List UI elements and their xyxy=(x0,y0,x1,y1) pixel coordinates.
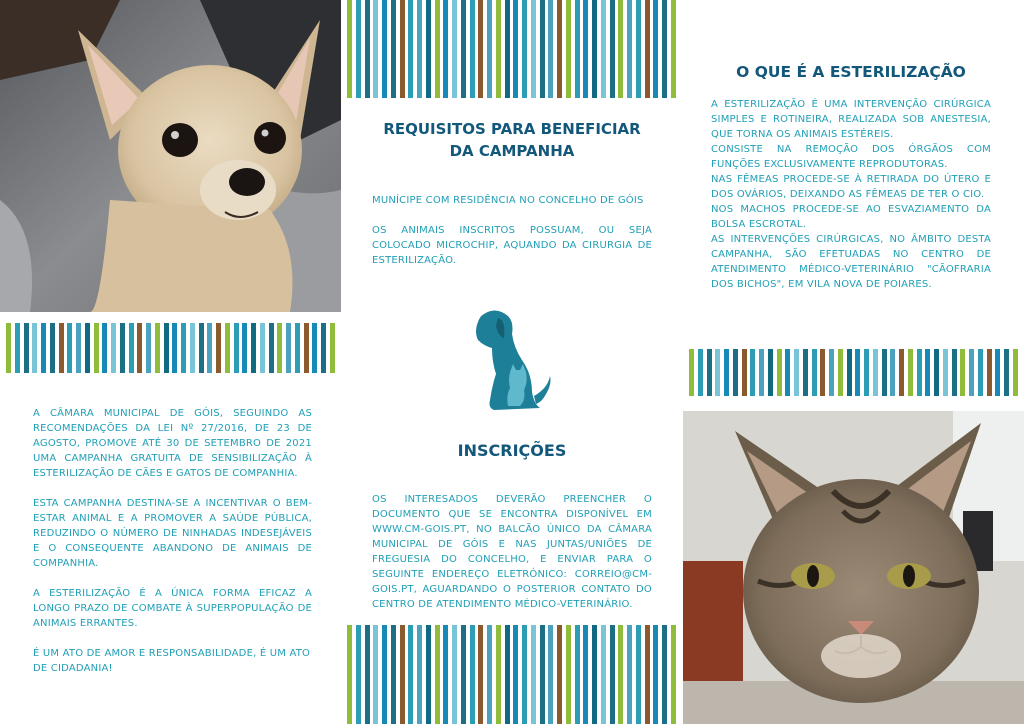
requisitos-text xyxy=(372,193,652,268)
stripe xyxy=(426,625,431,724)
stripe xyxy=(995,349,1000,396)
stripe xyxy=(102,323,107,373)
stripe xyxy=(408,0,413,98)
stripe xyxy=(234,323,239,373)
stripe xyxy=(742,349,747,396)
stripe xyxy=(662,0,667,98)
stripe xyxy=(382,0,387,98)
stripe xyxy=(583,0,588,98)
stripe xyxy=(785,349,790,396)
stripe xyxy=(295,323,300,373)
stripe xyxy=(882,349,887,396)
left-intro-text xyxy=(33,406,312,676)
stripe xyxy=(908,349,913,396)
stripe xyxy=(347,625,352,724)
stripe xyxy=(925,349,930,396)
stripe xyxy=(540,0,545,98)
stripe xyxy=(496,625,501,724)
stripe xyxy=(373,625,378,724)
center-top-stripe-bar xyxy=(347,0,676,98)
stripe xyxy=(820,349,825,396)
stripe xyxy=(277,323,282,373)
chihuahua-photo xyxy=(0,0,341,312)
stripe xyxy=(129,323,134,373)
stripe xyxy=(505,625,510,724)
stripe xyxy=(408,625,413,724)
stripe xyxy=(566,0,571,98)
stripe xyxy=(513,0,518,98)
stripe xyxy=(505,0,510,98)
stripe xyxy=(557,0,562,98)
stripe xyxy=(540,625,545,724)
stripe xyxy=(707,349,712,396)
stripe xyxy=(952,349,957,396)
stripe xyxy=(15,323,20,373)
stripe xyxy=(592,0,597,98)
stripe xyxy=(662,625,667,724)
stripe xyxy=(531,625,536,724)
intro-paragraph-4: É UM ATO DE AMOR E RESPONSABILIDADE, É UM ATO DE CIDADANIA! xyxy=(33,648,311,674)
stripe xyxy=(260,323,265,373)
stripe xyxy=(645,625,650,724)
stripe xyxy=(181,323,186,373)
stripe xyxy=(94,323,99,373)
stripe xyxy=(855,349,860,396)
stripe xyxy=(557,625,562,724)
left-stripe-bar xyxy=(6,323,335,373)
stripe xyxy=(356,0,361,98)
stripe xyxy=(943,349,948,396)
stripe xyxy=(522,625,527,724)
stripe xyxy=(987,349,992,396)
stripe xyxy=(391,0,396,98)
stripe xyxy=(698,349,703,396)
stripe xyxy=(417,0,422,98)
stripe xyxy=(934,349,939,396)
stripe xyxy=(120,323,125,373)
stripe xyxy=(548,0,553,98)
stripe xyxy=(636,0,641,98)
stripe xyxy=(653,625,658,724)
stripe xyxy=(155,323,160,373)
stripe xyxy=(653,0,658,98)
stripe xyxy=(487,0,492,98)
stripe xyxy=(777,349,782,396)
stripe xyxy=(627,0,632,98)
stripe xyxy=(330,323,335,373)
inscricoes-text xyxy=(372,492,652,612)
stripe xyxy=(6,323,11,373)
stripe xyxy=(312,323,317,373)
stripe xyxy=(829,349,834,396)
stripe xyxy=(382,625,387,724)
stripe xyxy=(873,349,878,396)
right-stripe-bar xyxy=(689,349,1018,396)
stripe xyxy=(627,625,632,724)
stripe xyxy=(164,323,169,373)
stripe xyxy=(50,323,55,373)
stripe xyxy=(373,0,378,98)
stripe xyxy=(85,323,90,373)
stripe xyxy=(960,349,965,396)
center-bottom-stripe-bar xyxy=(347,625,676,724)
esterilizacao-line-2: CONSISTE NA REMOÇÃO DOS ÓRGÃOS COM FUNÇÕES EXCLUSIVAMENTE REPRODUTORAS. xyxy=(711,144,991,170)
stripe xyxy=(601,0,606,98)
stripe xyxy=(838,349,843,396)
stripe xyxy=(304,323,309,373)
stripe xyxy=(452,625,457,724)
stripe xyxy=(847,349,852,396)
stripe xyxy=(513,625,518,724)
stripe xyxy=(111,323,116,373)
stripe xyxy=(575,625,580,724)
stripe xyxy=(671,625,676,724)
stripe xyxy=(216,323,221,373)
stripe xyxy=(750,349,755,396)
stripe xyxy=(566,625,571,724)
stripe xyxy=(242,323,247,373)
stripe xyxy=(733,349,738,396)
stripe xyxy=(400,0,405,98)
stripe xyxy=(496,0,501,98)
stripe xyxy=(347,0,352,98)
requisitos-title: REQUISITOS PARA BENEFICIAR DA CAMPANHA xyxy=(383,120,641,160)
stripe xyxy=(41,323,46,373)
stripe xyxy=(365,0,370,98)
stripe xyxy=(803,349,808,396)
stripe xyxy=(610,625,615,724)
stripe xyxy=(391,625,396,724)
stripe xyxy=(812,349,817,396)
stripe xyxy=(1013,349,1018,396)
stripe xyxy=(59,323,64,373)
stripe xyxy=(365,625,370,724)
intro-paragraph-1: A CÂMARA MUNICIPAL DE GÓIS, SEGUINDO AS RECOMENDAÇÕES DA LEI Nº 27/2016, DE 23 DE AGOSTO, PROMOVE ATÉ 30 DE SETEMBRO DE 2021 UMA CAMPANHA GRATUITA DE SENSIBILIZAÇÃO À ESTERILIZAÇÃO DE CÃES E GATOS DE COMPANHIA. xyxy=(33,408,312,479)
stripe xyxy=(478,0,483,98)
esterilizacao-title: O QUE É A ESTERILIZAÇÃO xyxy=(736,63,966,81)
stripe xyxy=(251,323,256,373)
stripe xyxy=(794,349,799,396)
stripe xyxy=(890,349,895,396)
stripe xyxy=(768,349,773,396)
stripe xyxy=(671,0,676,98)
stripe xyxy=(461,0,466,98)
stripe xyxy=(443,625,448,724)
esterilizacao-line-5: AS INTERVENÇÕES CIRÚRGICAS, NO ÂMBITO DESTA CAMPANHA, SÃO EFETUADAS NO CENTRO DE ATENDIMENTO MÉDICO-VETERINÁRIO "CÃOFRARIA DOS BICHOS", EM VILA NOVA DE POIARES. xyxy=(711,234,991,290)
stripe xyxy=(724,349,729,396)
esterilizacao-line-4: NOS MACHOS PROCEDE-SE AO ESVAZIAMENTO DA BOLSA ESCROTAL. xyxy=(711,204,991,230)
stripe xyxy=(426,0,431,98)
stripe xyxy=(461,625,466,724)
stripe xyxy=(864,349,869,396)
stripe xyxy=(618,0,623,98)
stripe xyxy=(356,625,361,724)
stripe xyxy=(583,625,588,724)
stripe xyxy=(601,625,606,724)
chihuahua-dog-photo-icon xyxy=(0,0,341,312)
stripe xyxy=(435,625,440,724)
stripe xyxy=(636,625,641,724)
stripe xyxy=(76,323,81,373)
stripe xyxy=(548,625,553,724)
stripe xyxy=(32,323,37,373)
stripe xyxy=(592,625,597,724)
cat-photo xyxy=(683,411,1024,724)
stripe xyxy=(199,323,204,373)
intro-paragraph-3: A ESTERILIZAÇÃO É A ÚNICA FORMA EFICAZ A LONGO PRAZO DE COMBATE À SUPERPOPULAÇÃO DE ANIMAIS ERRANTES. xyxy=(33,588,312,629)
stripe xyxy=(24,323,29,373)
stripe xyxy=(435,0,440,98)
stripe xyxy=(645,0,650,98)
stripe xyxy=(146,323,151,373)
tabby-cat-photo-icon xyxy=(683,411,1024,724)
dog-and-cat-icon xyxy=(470,308,552,414)
stripe xyxy=(978,349,983,396)
esterilizacao-line-1: A ESTERILIZAÇÃO É UMA INTERVENÇÃO CIRÚRGICA SIMPLES E ROTINEIRA, REALIZADA SOB ANESTESIA, QUE TORNA OS ANIMAIS ESTÉREIS. xyxy=(711,99,991,140)
esterilizacao-line-3: NAS FÊMEAS PROCEDE-SE À RETIRADA DO ÚTERO E DOS OVÁRIOS, DEIXANDO AS FÊMEAS DE TER O CIO. xyxy=(711,174,991,200)
inscricoes-title: INSCRIÇÕES xyxy=(457,441,567,460)
stripe xyxy=(269,323,274,373)
stripe xyxy=(917,349,922,396)
stripe xyxy=(137,323,142,373)
stripe xyxy=(207,323,212,373)
stripe xyxy=(618,625,623,724)
stripe xyxy=(286,323,291,373)
esterilizacao-text xyxy=(711,97,991,292)
stripe xyxy=(522,0,527,98)
stripe xyxy=(531,0,536,98)
stripe xyxy=(190,323,195,373)
stripe xyxy=(470,625,475,724)
stripe xyxy=(689,349,694,396)
stripe xyxy=(759,349,764,396)
stripe xyxy=(610,0,615,98)
stripe xyxy=(575,0,580,98)
stripe xyxy=(470,0,475,98)
requisito-1: MUNÍCIPE COM RESIDÊNCIA NO CONCELHO DE GÓIS xyxy=(372,195,644,206)
stripe xyxy=(400,625,405,724)
stripe xyxy=(67,323,72,373)
inscricoes-paragraph: OS INTERESADOS DEVERÃO PREENCHER O DOCUMENTO QUE SE ENCONTRA DISPONÍVEL EM WWW.CM-GOIS.PT, NO BALCÃO ÚNICO DA CÂMARA MUNICIPAL DE GÓIS E NAS JUNTAS/UNIÕES DE FREGUESIA DO CONCELHO, E ENVIAR PARA O SEGUINTE ENDEREÇO ELETRÓNICO: CORREIO@CM-GOIS.PT, AGUARDANDO O POSTERIOR CONTATO DO CENTRO DE ATENDIMENTO MÉDICO-VETERINÁRIO. xyxy=(372,494,652,610)
stripe xyxy=(478,625,483,724)
stripe xyxy=(1004,349,1009,396)
intro-paragraph-2: ESTA CAMPANHA DESTINA-SE A INCENTIVAR O BEM-ESTAR ANIMAL E A PROMOVER A SAÚDE PÚBLICA, REDUZINDO O NÚMERO DE NINHADAS INDESEJÁVEIS E O CONSEQUENTE ABANDONO DE ANIMAIS DE COMPANHIA. xyxy=(33,498,312,569)
stripe xyxy=(899,349,904,396)
stripe xyxy=(417,625,422,724)
stripe xyxy=(969,349,974,396)
stripe xyxy=(225,323,230,373)
stripe xyxy=(452,0,457,98)
stripe xyxy=(172,323,177,373)
stripe xyxy=(715,349,720,396)
stripe xyxy=(443,0,448,98)
stripe xyxy=(487,625,492,724)
stripe xyxy=(321,323,326,373)
requisito-2: OS ANIMAIS INSCRITOS POSSUAM, OU SEJA COLOCADO MICROCHIP, AQUANDO DA CIRURGIA DE ESTERILIZAÇÃO. xyxy=(372,225,652,266)
